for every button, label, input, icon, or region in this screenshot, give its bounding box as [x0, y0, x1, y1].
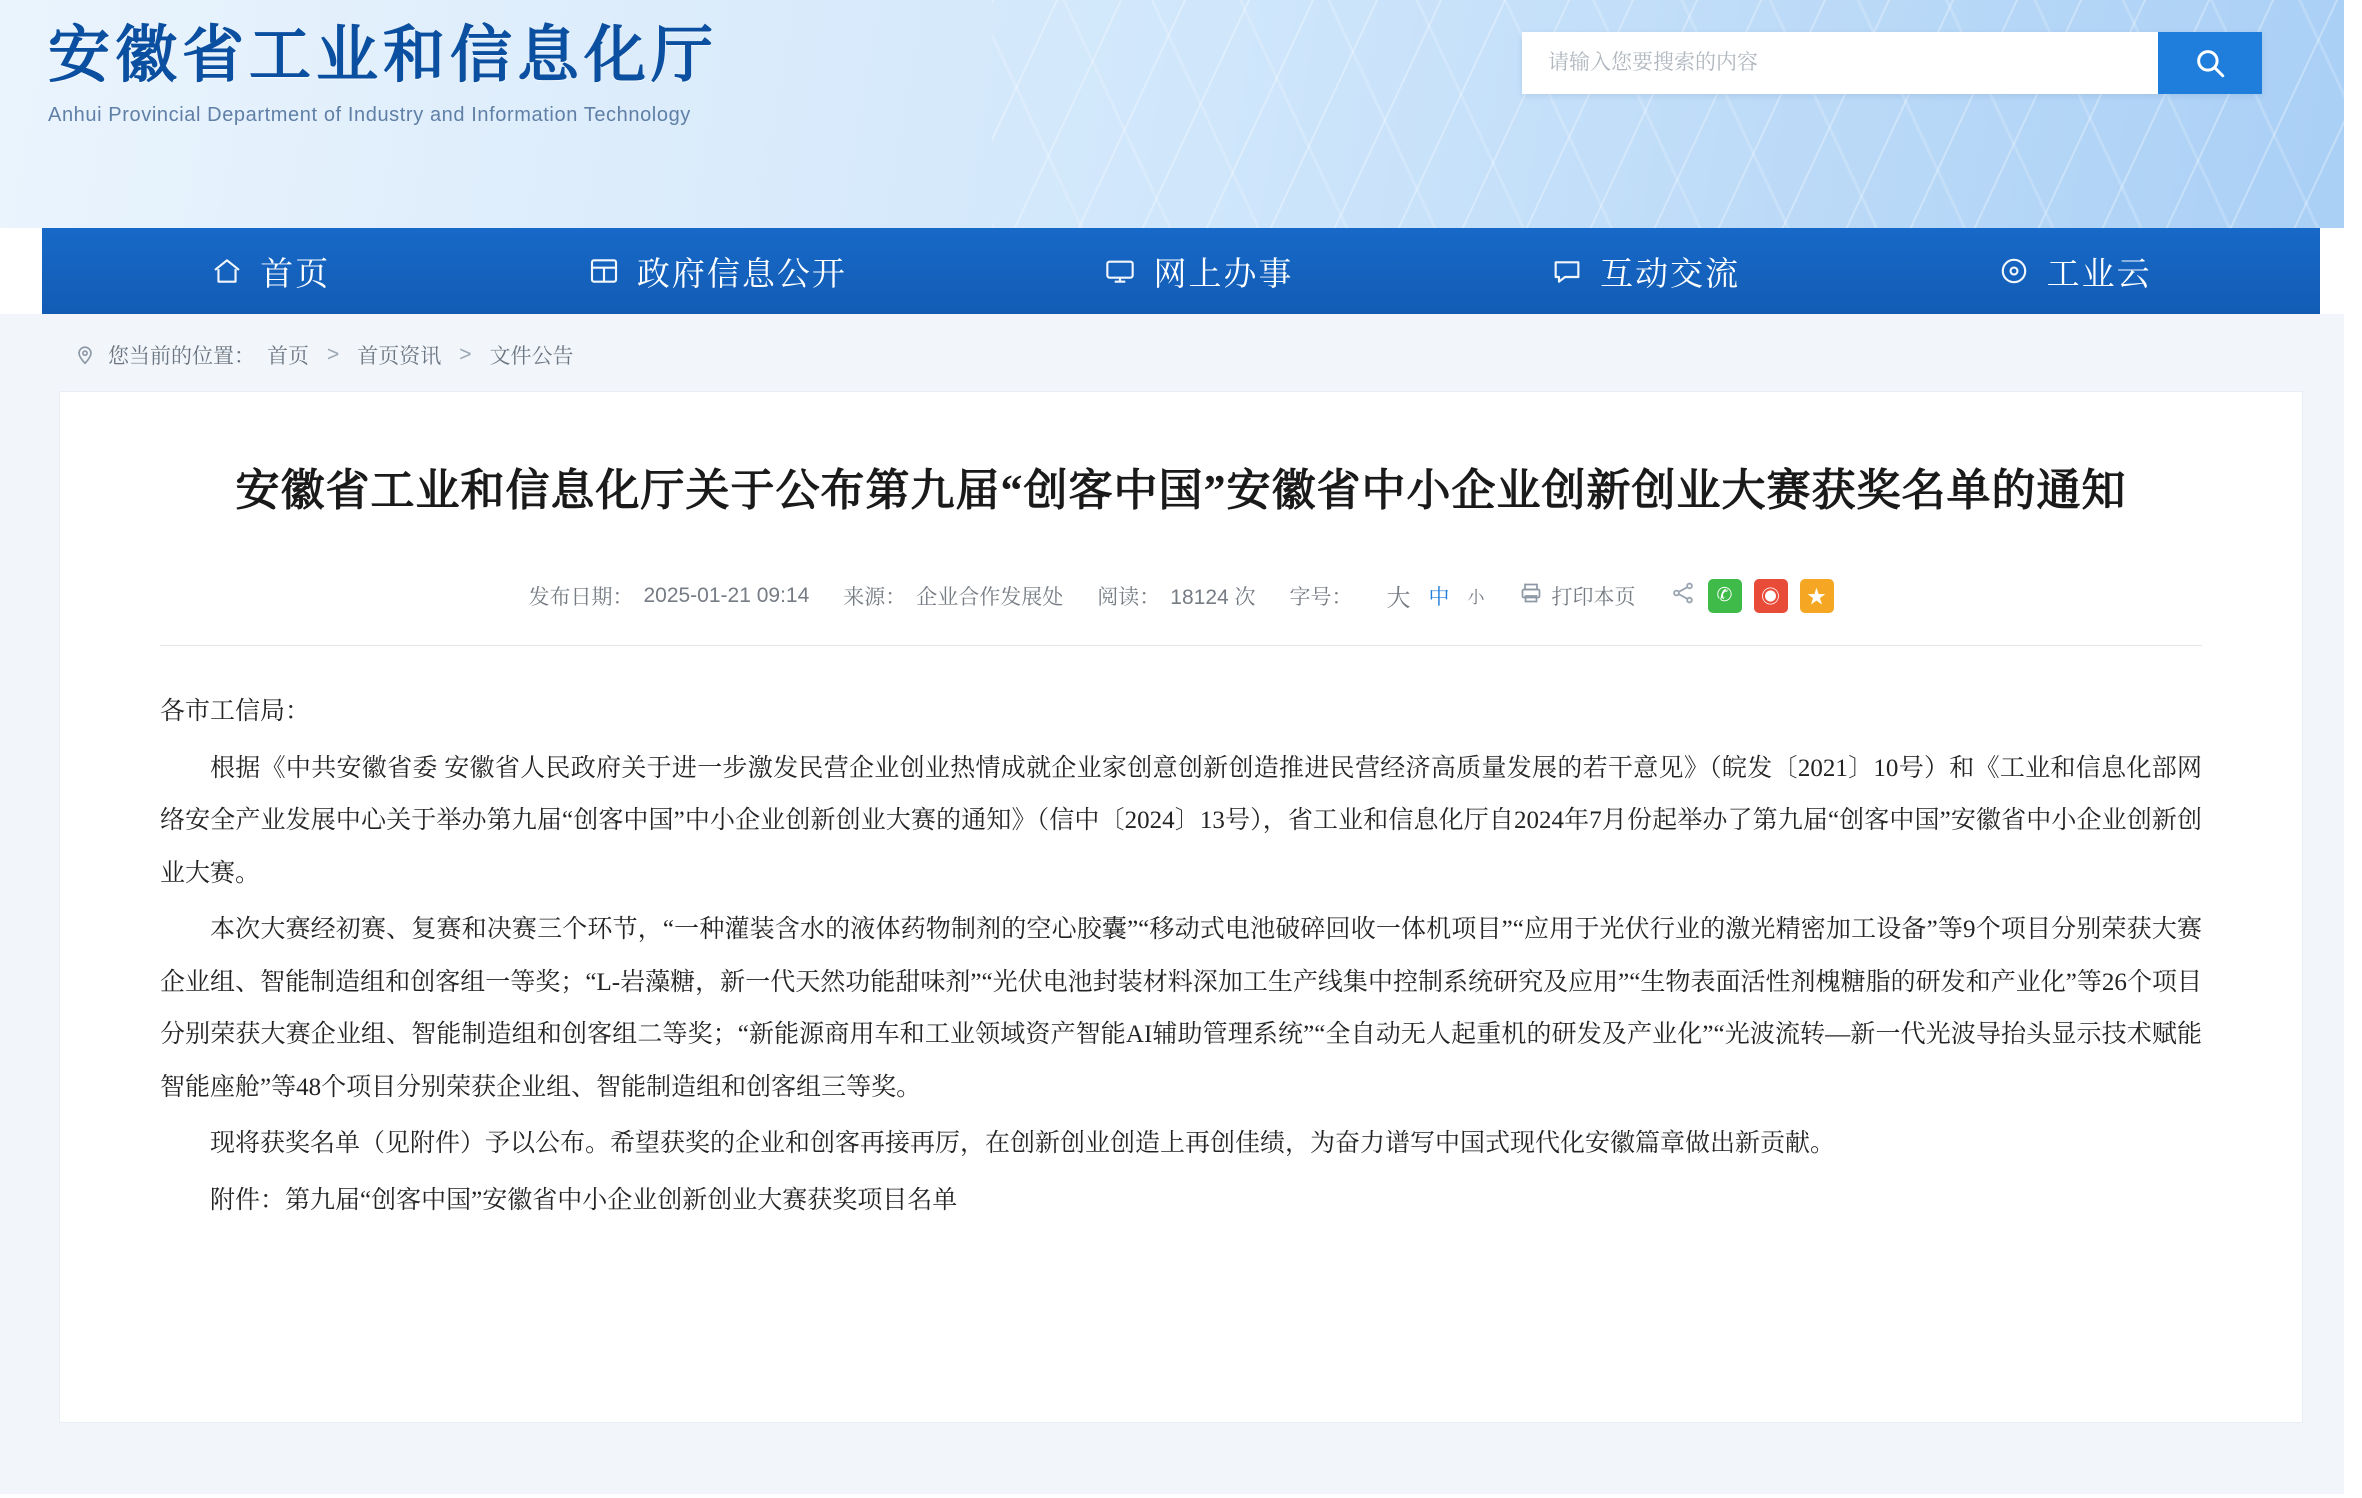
nav-label: 网上办事 — [1153, 256, 1294, 293]
article-paragraph-salutation: 各市工信局： — [160, 698, 311, 725]
fontsize-small-button[interactable]: 小 — [1467, 588, 1485, 607]
article-body — [160, 686, 2202, 1227]
content-area — [0, 314, 2362, 1494]
breadcrumb-separator: > — [459, 343, 472, 366]
nav-label: 政府信息公开 — [636, 256, 847, 293]
fontsize-medium-button[interactable]: 中 — [1428, 585, 1450, 609]
meta-divider — [160, 645, 2202, 646]
publish-date-value: 2025-01-21 09:14 — [643, 583, 810, 607]
nav-item-industrial-cloud[interactable] — [1997, 248, 2152, 295]
site-logo[interactable] — [48, 18, 718, 127]
share-nodes-icon[interactable] — [1670, 580, 1696, 612]
site-header — [0, 0, 2362, 228]
share-qq-button[interactable]: ★ — [1800, 579, 1834, 613]
share-wechat-button[interactable]: ✆ — [1708, 579, 1742, 613]
breadcrumb-item-news[interactable]: 首页资讯 — [357, 345, 442, 368]
search-button[interactable] — [2158, 32, 2262, 94]
nav-item-home[interactable] — [210, 248, 330, 295]
publish-date-label: 发布日期： — [528, 585, 634, 609]
breadcrumb-prefix: 您当前的位置： — [108, 345, 255, 368]
print-label: 打印本页 — [1551, 585, 1636, 609]
nav-label: 工业云 — [2046, 256, 2152, 293]
header-inner — [0, 0, 2362, 228]
views-label: 阅读： — [1097, 585, 1161, 609]
views-value: 18124 次 — [1170, 585, 1256, 609]
share-weibo-button[interactable]: ◉ — [1754, 579, 1788, 613]
breadcrumb-item-home[interactable]: 首页 — [267, 345, 309, 368]
search-input[interactable] — [1522, 32, 2158, 94]
nav-label: 互动交流 — [1600, 256, 1741, 293]
fontsize-switcher — [1387, 578, 1485, 613]
article-paragraph-3: 现将获奖名单（见附件）予以公布。希望获奖的企业和创客再接再厉，在创新创业创造上再创佳绩，为奋力谱写中国式现代化安徽篇章做出新贡献。 — [210, 1130, 1836, 1157]
breadcrumb-item-notices[interactable]: 文件公告 — [489, 345, 574, 368]
printer-icon — [1519, 581, 1543, 611]
nav-item-government-info[interactable] — [587, 248, 847, 295]
article-meta — [160, 578, 2202, 613]
location-pin-icon — [74, 344, 96, 366]
nav-item-interaction[interactable] — [1550, 248, 1740, 295]
cloud-icon — [1997, 254, 2031, 288]
chat-icon — [1550, 254, 1584, 288]
site-title-en: Anhui Provincial Department of Industry and Information Technology — [48, 103, 691, 126]
breadcrumb — [42, 314, 2320, 392]
site-title-cn: 安徽省工业和信息化厅 — [48, 22, 719, 90]
article-attachment: 附件：第九届“创客中国”安徽省中小企业创新创业大赛获奖项目名单 — [210, 1186, 958, 1214]
home-icon — [210, 254, 244, 288]
monitor-icon — [1103, 254, 1137, 288]
grid-icon — [587, 254, 621, 288]
article-card — [60, 392, 2302, 1422]
share-group — [1670, 579, 1834, 613]
nav-label: 首页 — [260, 256, 331, 293]
print-page-button[interactable] — [1519, 581, 1636, 611]
nav-item-online-service[interactable] — [1103, 248, 1293, 295]
search-icon — [2193, 46, 2227, 80]
fontsize-large-button[interactable]: 大 — [1386, 585, 1411, 612]
main-nav — [42, 228, 2320, 314]
source-value: 企业合作发展处 — [916, 585, 1064, 609]
article-paragraph-1: 根据《中共安徽省委 安徽省人民政府关于进一步激发民营企业创业热情成就企业家创意创新创造推进民营经济高质量发展的若干意见》（皖发〔2021〕10号）和《工业和信息化部网络安全产业发展中心关于举办第九届“创客中国”中小企业创新创业大赛的通知》（信中〔2024〕13号），省工业和信息化厅自2024年7月份起举办了第九届“创客中国”安徽省中小企业创新创业大赛。 — [160, 754, 2202, 887]
source-label: 来源： — [843, 585, 907, 609]
article-paragraph-2: 本次大赛经初赛、复赛和决赛三个环节，“一种灌装含水的液体药物制剂的空心胶囊”“移动式电池破碎回收一体机项目”“应用于光伏行业的激光精密加工设备”等9个项目分别荣获大赛企业组、智能制造组和创客组一等奖；“L-岩藻糖，新一代天然功能甜味剂”“光伏电池封装材料深加工生产线集中控制系统研究及应用”“生物表面活性剂槐糖脂的研发和产业化”等26个项目分别荣获大赛企业组、智能制造组和创客组二等奖；“新能源商用车和工业领域资产智能AI辅助管理系统”“全自动无人起重机的研发及产业化”“光波流转—新一代光波导抬头显示技术赋能智能座舱”等48个项目分别荣获企业组、智能制造组和创客组三等奖。 — [160, 916, 2202, 1101]
search-bar[interactable] — [1522, 32, 2262, 94]
breadcrumb-separator: > — [327, 343, 340, 366]
page-title: 安徽省工业和信息化厅关于公布第九届“创客中国”安徽省中小企业创新创业大赛获奖名单的通知 — [235, 466, 2127, 515]
fontsize-label: 字号： — [1289, 585, 1353, 609]
